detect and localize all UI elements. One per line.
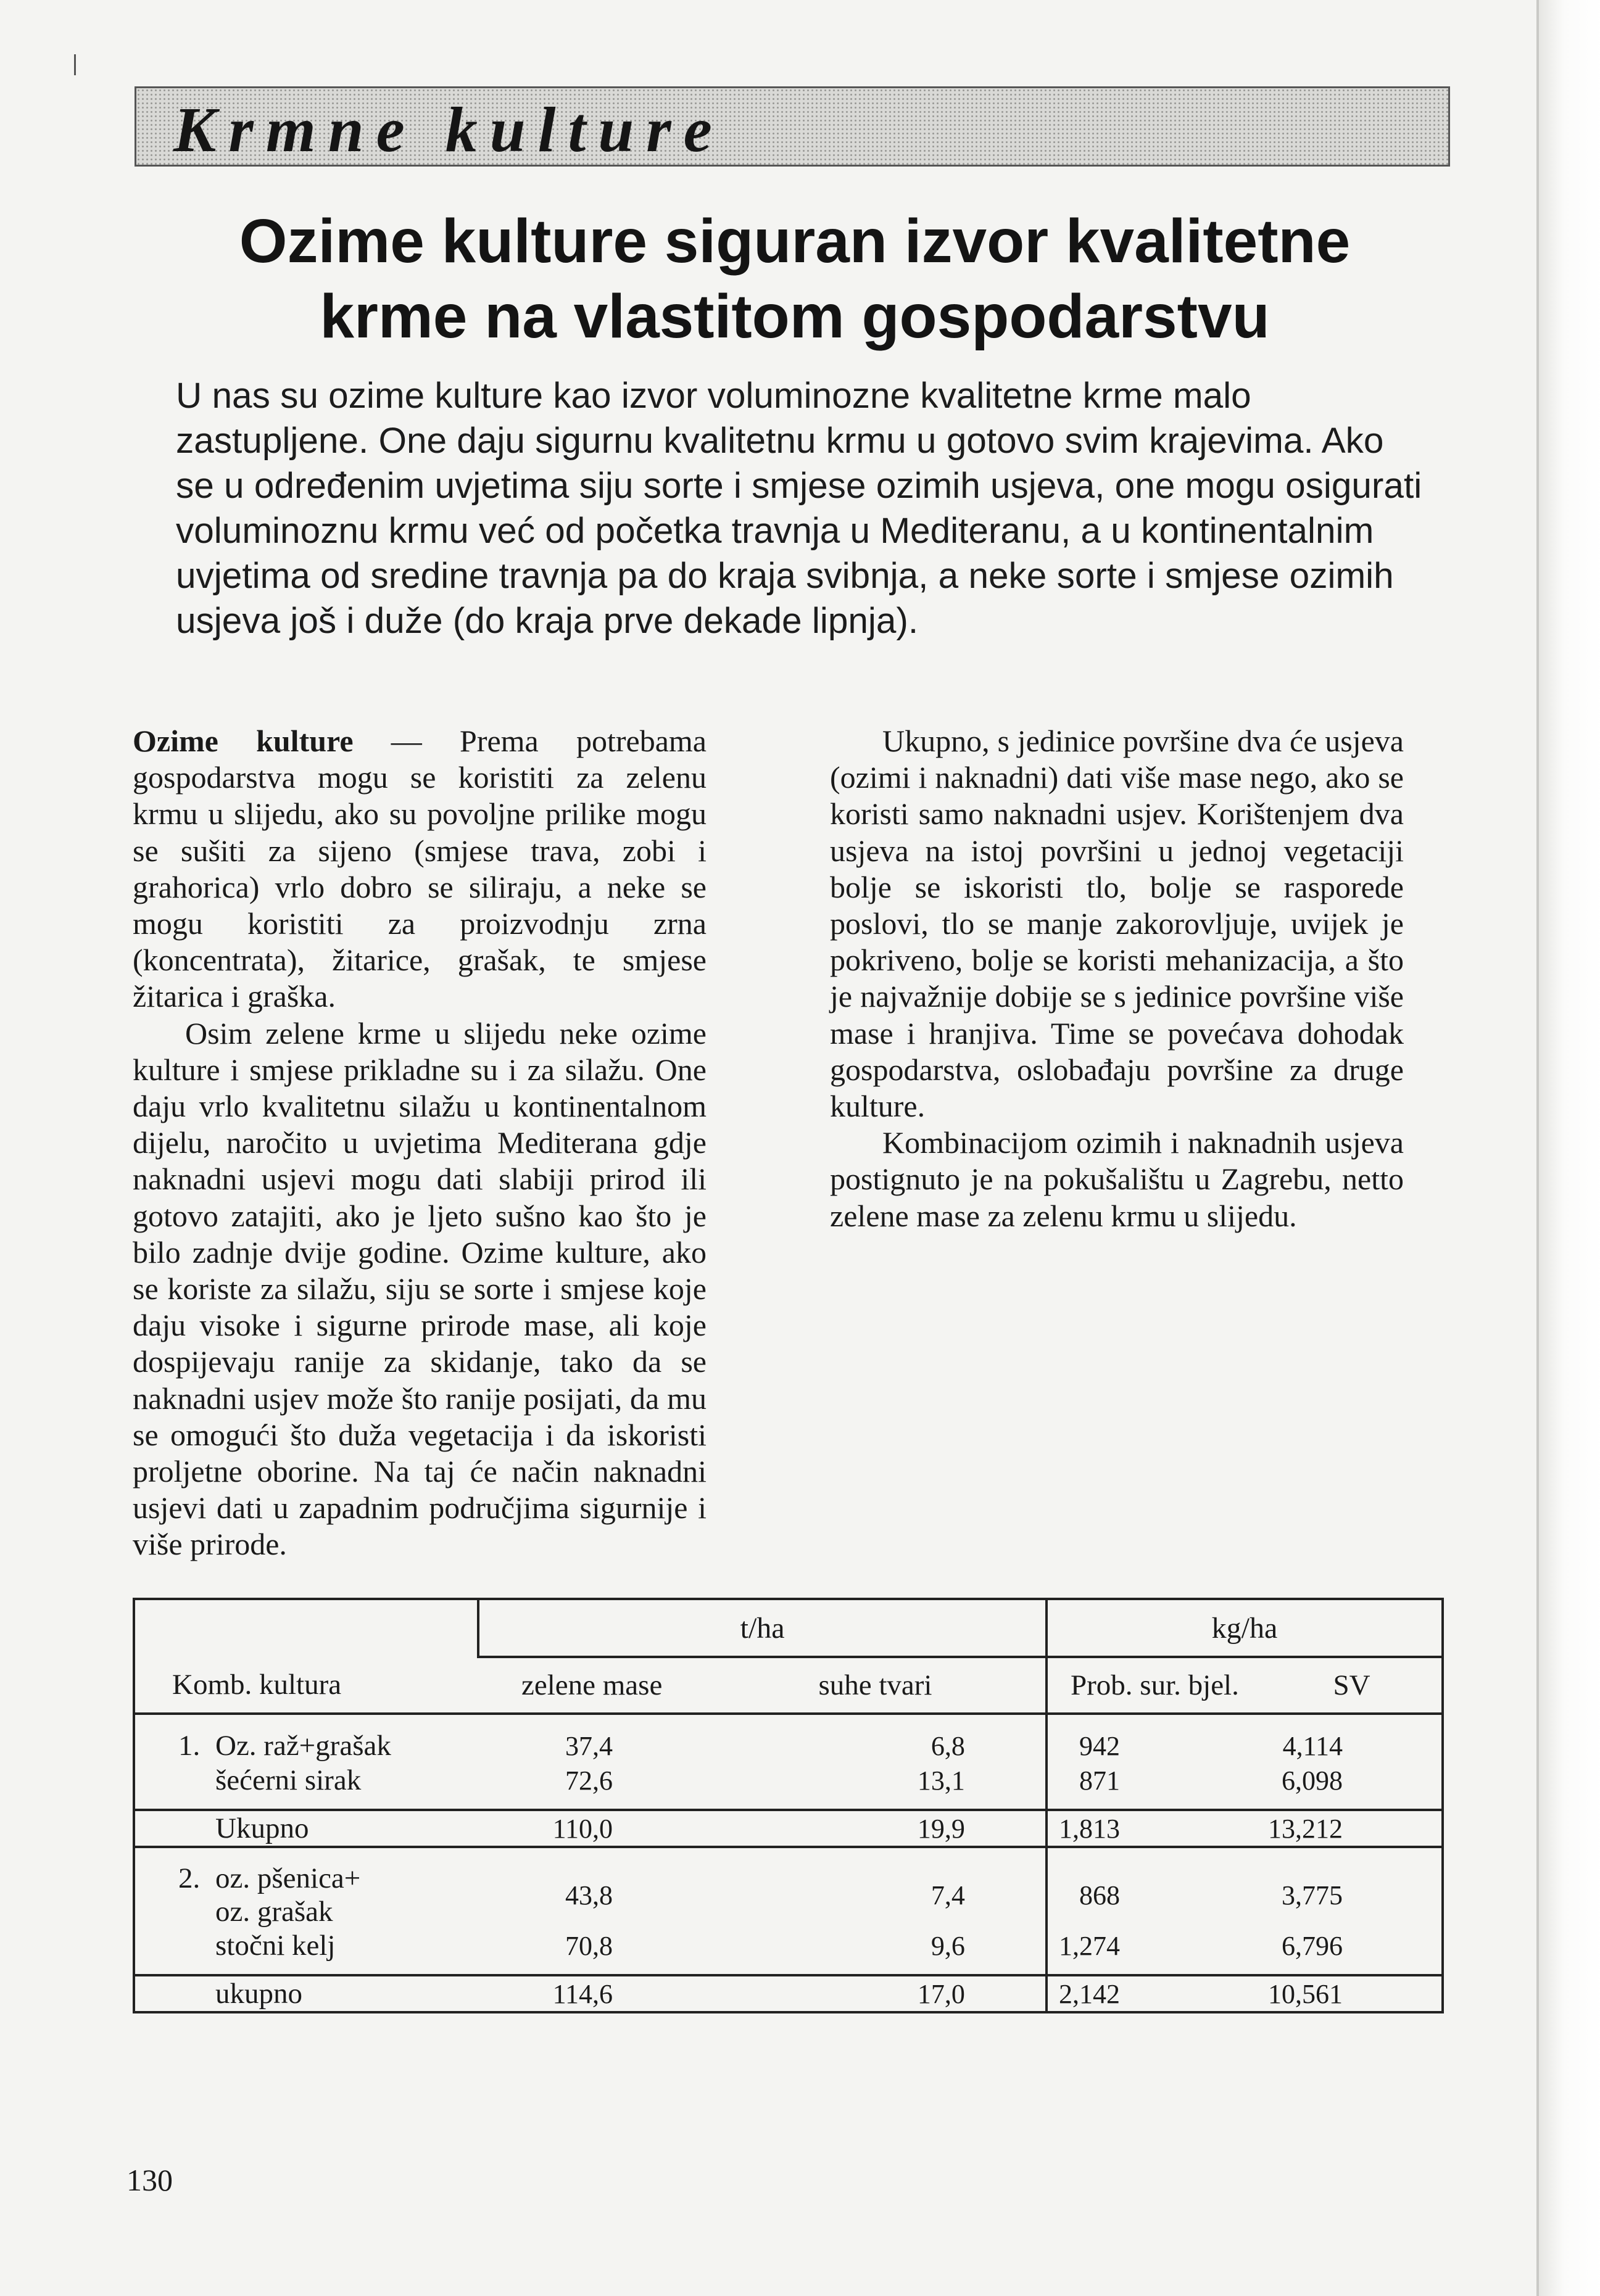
cell-protein: 942 [1079,1730,1120,1761]
group-index: 1. [178,1730,201,1762]
cell-dry: 9,6 [705,1928,1047,1975]
culture-name: šećerni sirak [215,1764,362,1796]
lead-paragraph: U nas su ozime kulture kao izvor voluminozne kvalitetne krme malo zastupljene. One daju sigurnu kvalitetnu krmu u gotovo svim krajevima. Ako se u određenim uvjetima siju sorte i smjese ozimih usjeva, one mogu osigurati voluminoznu krmu već od početka travnja u Mediteranu, a u kontinentalnim uvjetima od sredine travnja pa do kraja svibnja, a neke sorte i smjese ozimih usjeva još i duže (do kraja prve dekade lipnja). [176,376,1422,641]
cell-green: 43,8 [478,1847,705,1928]
table-unit-row [134,1599,1443,1657]
cell-sv: 3,775 [1262,1847,1443,1928]
total-label: ukupno [215,1978,302,2010]
table-row [134,1763,1443,1810]
section-banner [135,86,1450,167]
total-label: Ukupno [215,1812,309,1844]
page-number: 130 [126,2163,173,2197]
cell-dry: 17,0 [705,1975,1047,2012]
cell-dry: 13,1 [705,1763,1047,1810]
margin-mark [74,54,76,75]
cell-protein: 1,813 [1047,1810,1262,1847]
cell-green: 72,6 [565,1765,613,1796]
unit-tha: t/ha [478,1599,1047,1657]
col-header-sv: SV [1262,1657,1443,1714]
table-header-row [134,1657,1443,1714]
col-header-culture: Komb. kultura [134,1657,478,1714]
table-row [134,1714,1443,1763]
page-edge [1536,0,1600,2296]
cell-dry: 7,4 [705,1847,1047,1928]
col-header-dry-matter: suhe tvari [705,1657,1047,1714]
section-label: Krmne kulture [173,94,724,165]
body-column-right [830,723,1404,1234]
col-header-crude-protein: Prob. sur. bjel. [1047,1657,1262,1714]
cell-sv: 13,212 [1262,1810,1443,1847]
unit-kgha: kg/ha [1047,1599,1443,1657]
table-row [134,1928,1443,1975]
headline-line-1: Ozime kulture siguran izvor kvalitetne [239,207,1351,276]
body-paragraph-3: Ukupno, s jedinice površine dva će usjeva (ozimi i naknadni) dati više mase nego, ako se koristi samo naknadni usjev. Korištenjem dva usjeva na istoj površini u jednoj vegetaciji bolje se iskoristi tlo, bolje se rasporede poslovi, tlo se manje zakorovljuje, uvijek je pokriveno, bolje se koristi mehanizacija, a što je najvažnije dobije se s jedinice površine više mase i hranjiva. Time se povećava dohodak gospodarstva, oslobađaju površine za druge kulture. [830,724,1404,1124]
headline-line-2: krme na vlastitom gospodarstvu [320,282,1270,351]
cell-green: 110,0 [478,1810,705,1847]
cell-protein: 2,142 [1047,1975,1262,2012]
cell-dry: 19,9 [705,1810,1047,1847]
cell-protein: 1,274 [1058,1930,1120,1961]
body-paragraph-1 [133,723,707,1015]
body-paragraph-4: Kombinacijom ozimih i naknadnih usjeva postignuto je na pokušalištu u Zagrebu, netto zelene mase za zelenu krmu u slijedu. [830,1125,1404,1233]
body-column-left [133,723,707,1563]
headline [135,204,1455,354]
culture-name: stočni kelj [215,1930,336,1962]
culture-name: Oz. raž+grašak [215,1730,391,1762]
col-header-green-mass: zelene mase [478,1657,705,1714]
culture-name: oz. pšenica+ [215,1862,361,1894]
table-row [134,1847,1443,1928]
cell-sv: 6,098 [1282,1765,1343,1796]
yield-table [133,1598,1444,2013]
group-index: 2. [178,1862,201,1894]
table-total-row [134,1810,1443,1847]
runin-heading: Ozime kulture [133,724,354,758]
body-paragraph-1-text: — Prema potrebama gospodarstva mogu se koristiti za zelenu krmu u slijedu, ako su povoljne prilike mogu se sušiti za sijeno (smjese trava, zobi i grahorica) vrlo dobro se siliraju, a neke se mogu koristiti za proizvodnju zrna (koncentrata), žitarice, grašak, te smjese žitarica i graška. [133,724,707,1014]
cell-sv: 10,561 [1262,1975,1443,2012]
cell-protein: 868 [1047,1847,1262,1928]
cell-protein: 871 [1079,1765,1120,1796]
cell-dry: 6,8 [705,1714,1047,1763]
cell-green: 114,6 [478,1975,705,2012]
body-paragraph-2: Osim zelene krme u slijedu neke ozime kulture i smjese prikladne su i za silažu. One daju vrlo kvalitetnu silažu u kontinentalnom dijelu, naročito u uvjetima Mediterana gdje naknadni usjevi mogu dati slabiji prirod ili gotovo zatajiti, ako je ljeto sušno kao što je bilo zadnje dvije godine. Ozime kulture, ako se koriste za silažu, siju se sorte i smjese koje daju visoke i sigurne prirode mase, ali koje dospijevaju ranije za skidanje, tako da se naknadni usjev može što ranije posijati, da mu se omogući što duža vegetacija i da iskoristi proljetne oborine. Na taj će način naknadni usjevi dati u zapadnim područjima sigurnije i više prirode. [133,1015,707,1562]
cell-green: 70,8 [565,1930,613,1961]
cell-green: 37,4 [565,1730,613,1761]
cell-sv: 4,114 [1282,1730,1343,1761]
culture-name-cont: oz. grašak [215,1896,333,1928]
table-total-row [134,1975,1443,2012]
cell-sv: 6,796 [1282,1930,1343,1961]
